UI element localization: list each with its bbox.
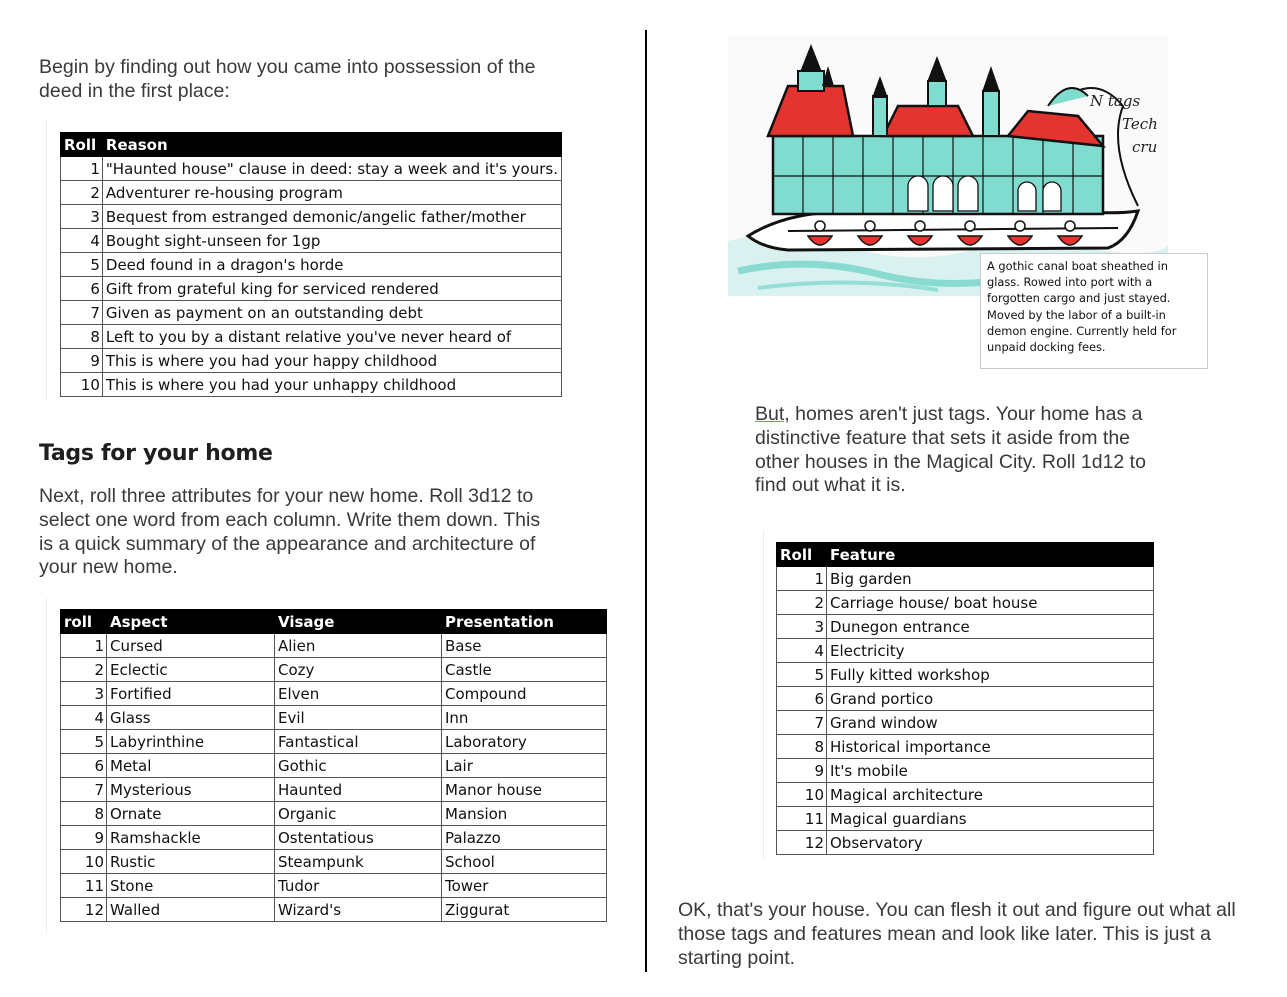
table-cell: Stone: [107, 874, 275, 898]
roll-cell: 6: [61, 277, 103, 301]
table-cell: Magical architecture: [827, 783, 1154, 807]
sheet-gridline: [46, 120, 47, 400]
roll-cell: 5: [61, 730, 107, 754]
roll-cell: 11: [61, 874, 107, 898]
table-cell: School: [442, 850, 607, 874]
table-cell: Ostentatious: [275, 826, 442, 850]
table-cell: Metal: [107, 754, 275, 778]
table-row: [777, 567, 1154, 591]
table-cell: It's mobile: [827, 759, 1154, 783]
feature-intro-paragraph: [755, 403, 1165, 498]
table-row: [777, 735, 1154, 759]
table-cell: Labyrinthine: [107, 730, 275, 754]
table-row: [777, 663, 1154, 687]
roll-cell: 11: [777, 807, 827, 831]
roll-cell: 12: [61, 898, 107, 922]
handwritten-note-line: cru: [1132, 138, 1158, 156]
table-cell: Wizard's: [275, 898, 442, 922]
roll-cell: 7: [61, 301, 103, 325]
roll-cell: 10: [61, 850, 107, 874]
table-cell: Eclectic: [107, 658, 275, 682]
sheet-gridline: [46, 598, 47, 934]
table-cell: Magical guardians: [827, 807, 1154, 831]
header-roll: Roll: [61, 133, 103, 157]
table-cell: Lair: [442, 754, 607, 778]
table-cell: Alien: [275, 634, 442, 658]
table-row: [777, 639, 1154, 663]
table-row: [777, 711, 1154, 735]
header-reason: Reason: [102, 133, 561, 157]
table-row: [61, 205, 562, 229]
table-cell: Cozy: [275, 658, 442, 682]
roll-cell: 3: [777, 615, 827, 639]
table-row: [61, 349, 562, 373]
table-header-row: [61, 133, 562, 157]
table-cell: Electricity: [827, 639, 1154, 663]
roll-cell: 9: [61, 826, 107, 850]
table-row: [61, 850, 607, 874]
roll-cell: 4: [61, 229, 103, 253]
table-cell: Fantastical: [275, 730, 442, 754]
table-cell: Fully kitted workshop: [827, 663, 1154, 687]
table-cell: Evil: [275, 706, 442, 730]
table-row: [777, 783, 1154, 807]
table-cell: Mysterious: [107, 778, 275, 802]
table-row: [777, 591, 1154, 615]
table-row: [777, 807, 1154, 831]
table-cell: Left to you by a distant relative you've never heard of: [102, 325, 561, 349]
roll-cell: 3: [61, 682, 107, 706]
table-row: [61, 253, 562, 277]
roll-cell: 12: [777, 831, 827, 855]
header-presentation: Presentation: [442, 610, 607, 634]
roll-cell: 7: [777, 711, 827, 735]
table-header-row: [777, 543, 1154, 567]
roll-cell: 2: [777, 591, 827, 615]
roll-cell: 8: [777, 735, 827, 759]
table-cell: Mansion: [442, 802, 607, 826]
table-row: [61, 898, 607, 922]
roll-cell: 7: [61, 778, 107, 802]
table-row: [61, 682, 607, 706]
roll-cell: 5: [777, 663, 827, 687]
header-aspect: Aspect: [107, 610, 275, 634]
table-row: [777, 759, 1154, 783]
table-cell: Rustic: [107, 850, 275, 874]
table-row: [61, 706, 607, 730]
roll-cell: 10: [61, 373, 103, 397]
table-cell: Steampunk: [275, 850, 442, 874]
roll-cell: 1: [61, 157, 103, 181]
table-cell: Cursed: [107, 634, 275, 658]
table-cell: Organic: [275, 802, 442, 826]
table-cell: This is where you had your unhappy childhood: [102, 373, 561, 397]
table-cell: Tower: [442, 874, 607, 898]
table-cell: Laboratory: [442, 730, 607, 754]
table-row: [61, 730, 607, 754]
tags-table: [60, 609, 607, 922]
table-cell: Bequest from estranged demonic/angelic father/mother: [102, 205, 561, 229]
table-row: [61, 181, 562, 205]
table-cell: Tudor: [275, 874, 442, 898]
table-row: [61, 826, 607, 850]
roll-cell: 1: [777, 567, 827, 591]
closing-paragraph: OK, that's your house. You can flesh it out and figure out what all those tags and features mean and look like later. This is just a starting point.: [678, 899, 1236, 969]
handwritten-note-line: N tags: [1090, 92, 1141, 110]
handwritten-note-line: Tech: [1122, 115, 1158, 133]
feature-intro-lead: But,: [755, 403, 790, 425]
table-cell: This is where you had your happy childhood: [102, 349, 561, 373]
roll-cell: 4: [61, 706, 107, 730]
table-cell: Adventurer re-housing program: [102, 181, 561, 205]
column-divider: [645, 30, 647, 972]
roll-cell: 8: [61, 802, 107, 826]
table-cell: Bought sight-unseen for 1gp: [102, 229, 561, 253]
roll-cell: 3: [61, 205, 103, 229]
header-roll: roll: [61, 610, 107, 634]
table-row: [61, 658, 607, 682]
table-cell: Carriage house/ boat house: [827, 591, 1154, 615]
table-row: [61, 301, 562, 325]
table-cell: Grand window: [827, 711, 1154, 735]
table-cell: Given as payment on an outstanding debt: [102, 301, 561, 325]
illustration-caption: A gothic canal boat sheathed in glass. Rowed into port with a forgotten cargo and just stayed. Moved by the labor of a built-in demon engine. Currently held for unpaid docking fees.: [980, 253, 1208, 369]
table-header-row: [61, 610, 607, 634]
table-row: [61, 634, 607, 658]
table-row: [777, 615, 1154, 639]
header-feature: Feature: [827, 543, 1154, 567]
roll-cell: 6: [61, 754, 107, 778]
roll-cell: 2: [61, 658, 107, 682]
intro-paragraph: Begin by finding out how you came into possession of the deed in the first place:: [39, 56, 536, 102]
table-row: [61, 229, 562, 253]
tags-heading: Tags for your home: [39, 441, 273, 466]
table-row: [61, 157, 562, 181]
table-cell: Manor house: [442, 778, 607, 802]
table-row: [61, 277, 562, 301]
table-cell: Glass: [107, 706, 275, 730]
table-cell: Ziggurat: [442, 898, 607, 922]
roll-cell: 6: [777, 687, 827, 711]
tags-intro-paragraph: Next, roll three attributes for your new home. Roll 3d12 to select one word from each column. Write them down. This is a quick summary of the appearance and architecture of your new home.: [39, 485, 541, 579]
roll-cell: 8: [61, 325, 103, 349]
table-cell: Walled: [107, 898, 275, 922]
table-cell: Haunted: [275, 778, 442, 802]
table-row: [777, 687, 1154, 711]
table-cell: Dunegon entrance: [827, 615, 1154, 639]
table-cell: Ramshackle: [107, 826, 275, 850]
table-row: [61, 325, 562, 349]
table-row: [777, 831, 1154, 855]
roll-cell: 9: [61, 349, 103, 373]
roll-cell: 1: [61, 634, 107, 658]
roll-cell: 9: [777, 759, 827, 783]
table-cell: Castle: [442, 658, 607, 682]
sheet-gridline: [763, 530, 764, 860]
table-cell: Observatory: [827, 831, 1154, 855]
table-cell: Big garden: [827, 567, 1154, 591]
roll-cell: 4: [777, 639, 827, 663]
feature-table: [776, 542, 1154, 855]
table-cell: Fortified: [107, 682, 275, 706]
table-row: [61, 373, 562, 397]
header-visage: Visage: [275, 610, 442, 634]
table-cell: "Haunted house" clause in deed: stay a week and it's yours.: [102, 157, 561, 181]
roll-cell: 10: [777, 783, 827, 807]
table-cell: Inn: [442, 706, 607, 730]
table-row: [61, 778, 607, 802]
table-cell: Gift from grateful king for serviced rendered: [102, 277, 561, 301]
roll-cell: 5: [61, 253, 103, 277]
table-cell: Deed found in a dragon's horde: [102, 253, 561, 277]
table-row: [61, 874, 607, 898]
table-cell: Elven: [275, 682, 442, 706]
reason-table: [60, 132, 562, 397]
table-cell: Palazzo: [442, 826, 607, 850]
table-cell: Base: [442, 634, 607, 658]
header-roll: Roll: [777, 543, 827, 567]
table-cell: Compound: [442, 682, 607, 706]
table-row: [61, 754, 607, 778]
table-cell: Grand portico: [827, 687, 1154, 711]
table-row: [61, 802, 607, 826]
table-cell: Historical importance: [827, 735, 1154, 759]
table-cell: Ornate: [107, 802, 275, 826]
roll-cell: 2: [61, 181, 103, 205]
feature-intro-text: homes aren't just tags. Your home has a distinctive feature that sets it aside from the other houses in the Magical City. Roll 1d12 to find out what it is.: [755, 403, 1146, 497]
table-cell: Gothic: [275, 754, 442, 778]
